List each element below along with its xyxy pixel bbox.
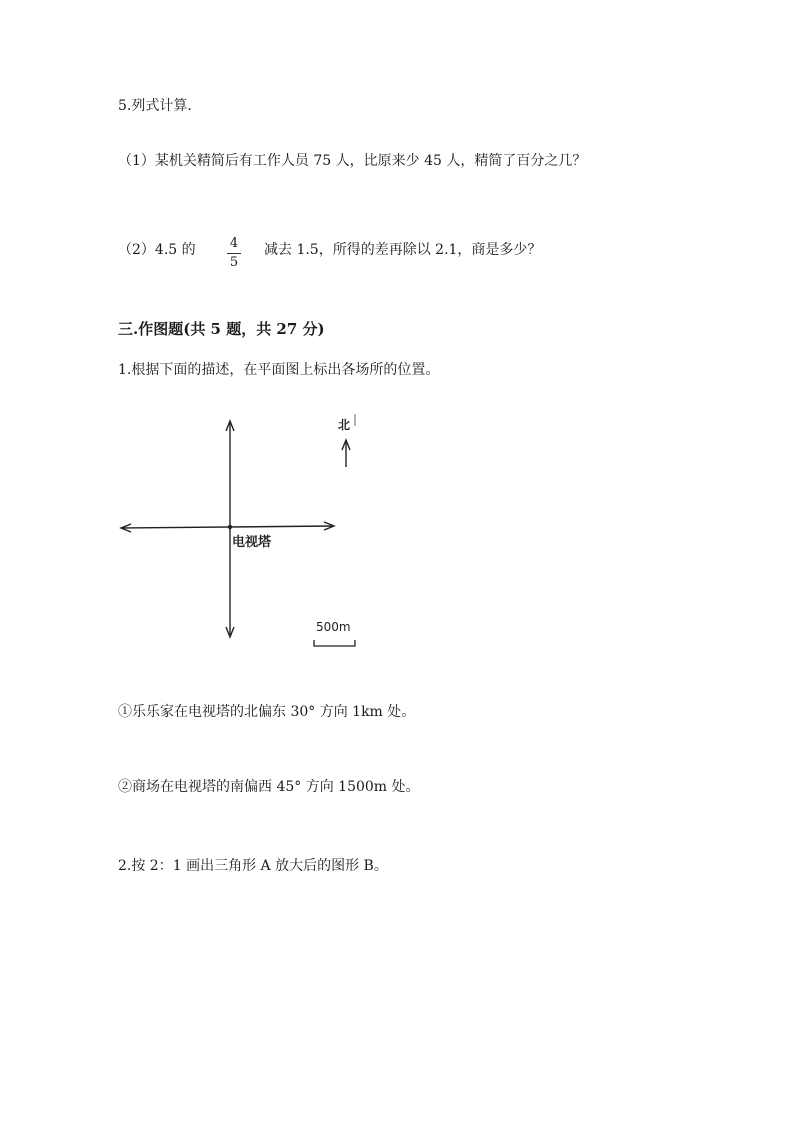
drawing-question-2-title: 2.按 2：1 画出三角形 A 放大后的图形 B。 [118, 858, 388, 874]
scale-bar [314, 640, 355, 646]
arrow-up-icon [226, 421, 234, 431]
scale-label: 500m [316, 620, 351, 634]
north-arrow-icon [342, 440, 350, 450]
drawing-item-2: ②商场在电视塔的南偏西 45° 方向 1500m 处。 [118, 779, 420, 795]
arrow-right-icon [324, 522, 334, 530]
question-5-2-prefix: （2）4.5 的 [118, 242, 196, 258]
fraction-numerator: 4 [229, 236, 239, 251]
arrow-down-icon [226, 627, 234, 637]
section5-title: 5.列式计算. [118, 98, 192, 114]
north-label: 北 [338, 418, 351, 432]
question-5-1: （1）某机关精简后有工作人员 75 人，比原来少 45 人，精简了百分之几？ [118, 153, 587, 169]
horizontal-axis [122, 526, 333, 528]
center-label: 电视塔 [232, 535, 272, 550]
arrow-left-icon [121, 524, 131, 532]
fraction-denominator: 5 [229, 255, 239, 270]
section3-heading: 三.作图题(共 5 题，共 27 分) [118, 320, 325, 338]
fraction-four-fifths [227, 237, 241, 270]
center-point [228, 525, 232, 529]
drawing-item-1: ①乐乐家在电视塔的北偏东 30° 方向 1km 处。 [118, 704, 416, 720]
fraction-bar [227, 253, 241, 254]
drawing-question-1-title: 1.根据下面的描述，在平面图上标出各场所的位置。 [118, 362, 440, 378]
question-5-2-suffix: 减去 1.5，所得的差再除以 2.1，商是多少？ [264, 242, 542, 258]
